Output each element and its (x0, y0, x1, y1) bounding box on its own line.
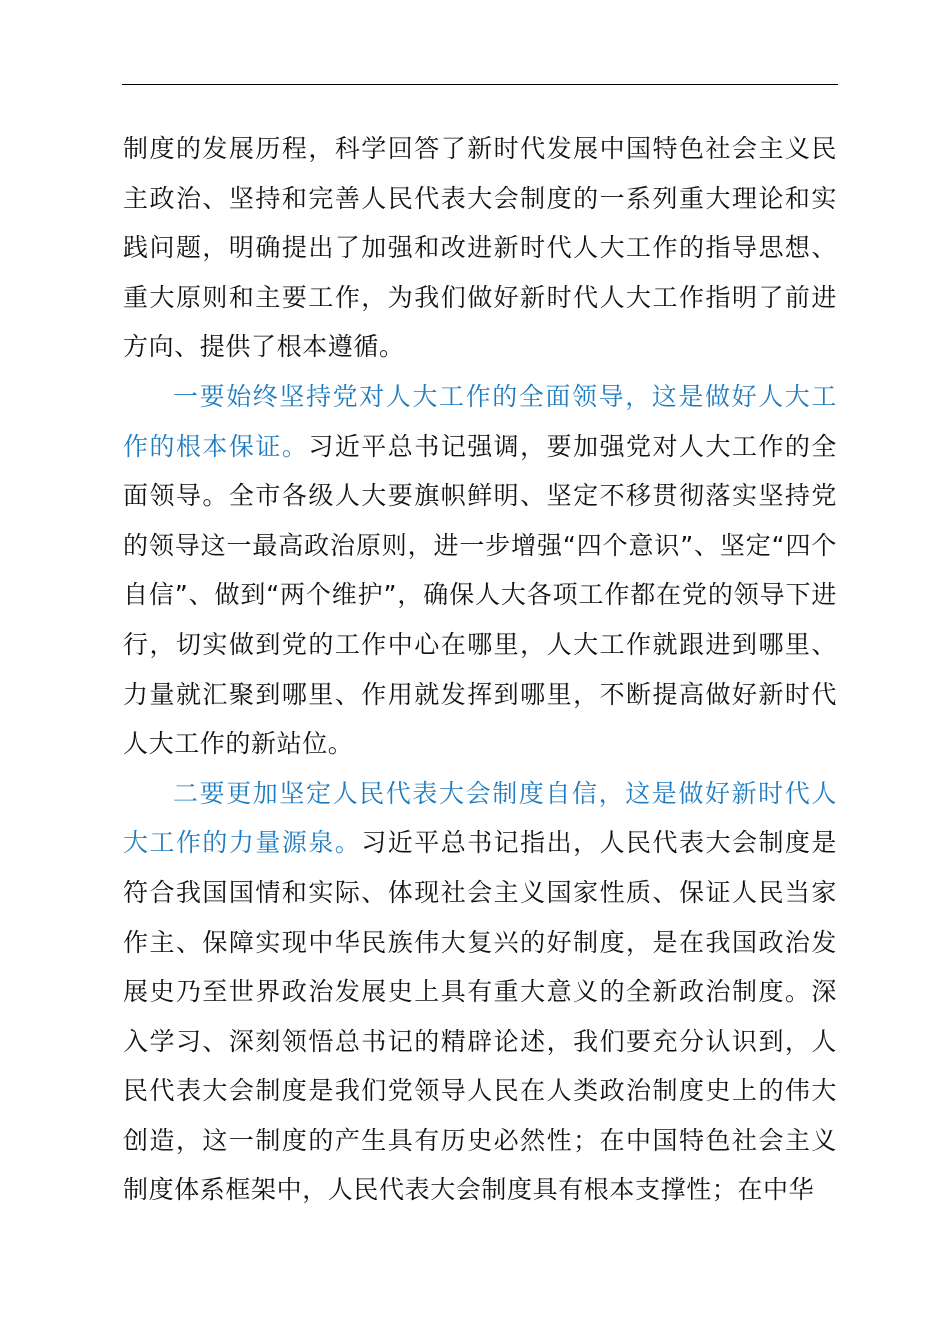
paragraph-2-heading: 一要始终坚持党对人大工作的全面领导，这是做好人大工作的根本保证。 (123, 381, 837, 461)
paragraph-3-text: 习近平总书记指出，人民代表大会制度是符合我国国情和实际、体现社会主义国家性质、保证人民当家作主、保障实现中华民族伟大复兴的好制度，是在我国政治发展史乃至世界政治发展史上具有重大意义的全新政治制度。深入学习、深刻领悟总书记的精辟论述，我们要充分认识到，人民代表大会制度是我们党领导人民在人类政治制度史上的伟大创造，这一制度的产生具有历史必然性；在中国特色社会主义制度体系框架中，人民代表大会制度具有根本支撑性；在中华 (123, 828, 837, 1205)
document-body (123, 124, 837, 1215)
paragraph-1-text: 制度的发展历程，科学回答了新时代发展中国特色社会主义民主政治、坚持和完善人民代表大会制度的一系列重大理论和实践问题，明确提出了加强和改进新时代人大工作的指导思想、重大原则和主要工作，为我们做好新时代人大工作指明了前进方向、提供了根本遵循。 (123, 134, 837, 362)
paragraph-1 (123, 124, 837, 372)
paragraph-3-heading: 二要更加坚定人民代表大会制度自信，这是做好新时代人大工作的力量源泉。 (123, 778, 837, 858)
paragraph-2 (123, 372, 837, 769)
paragraph-2-text: 习近平总书记强调，要加强党对人大工作的全面领导。全市各级人大要旗帜鲜明、坚定不移贯彻落实坚持党的领导这一最高政治原则，进一步增强“四个意识”、坚定“四个自信”、做到“两个维护”，确保人大各项工作都在党的领导下进行，切实做到党的工作中心在哪里，人大工作就跟进到哪里、力量就汇聚到哪里、作用就发挥到哪里，不断提高做好新时代人大工作的新站位。 (123, 431, 837, 759)
paragraph-3 (123, 769, 837, 1215)
header-rule (122, 84, 838, 85)
